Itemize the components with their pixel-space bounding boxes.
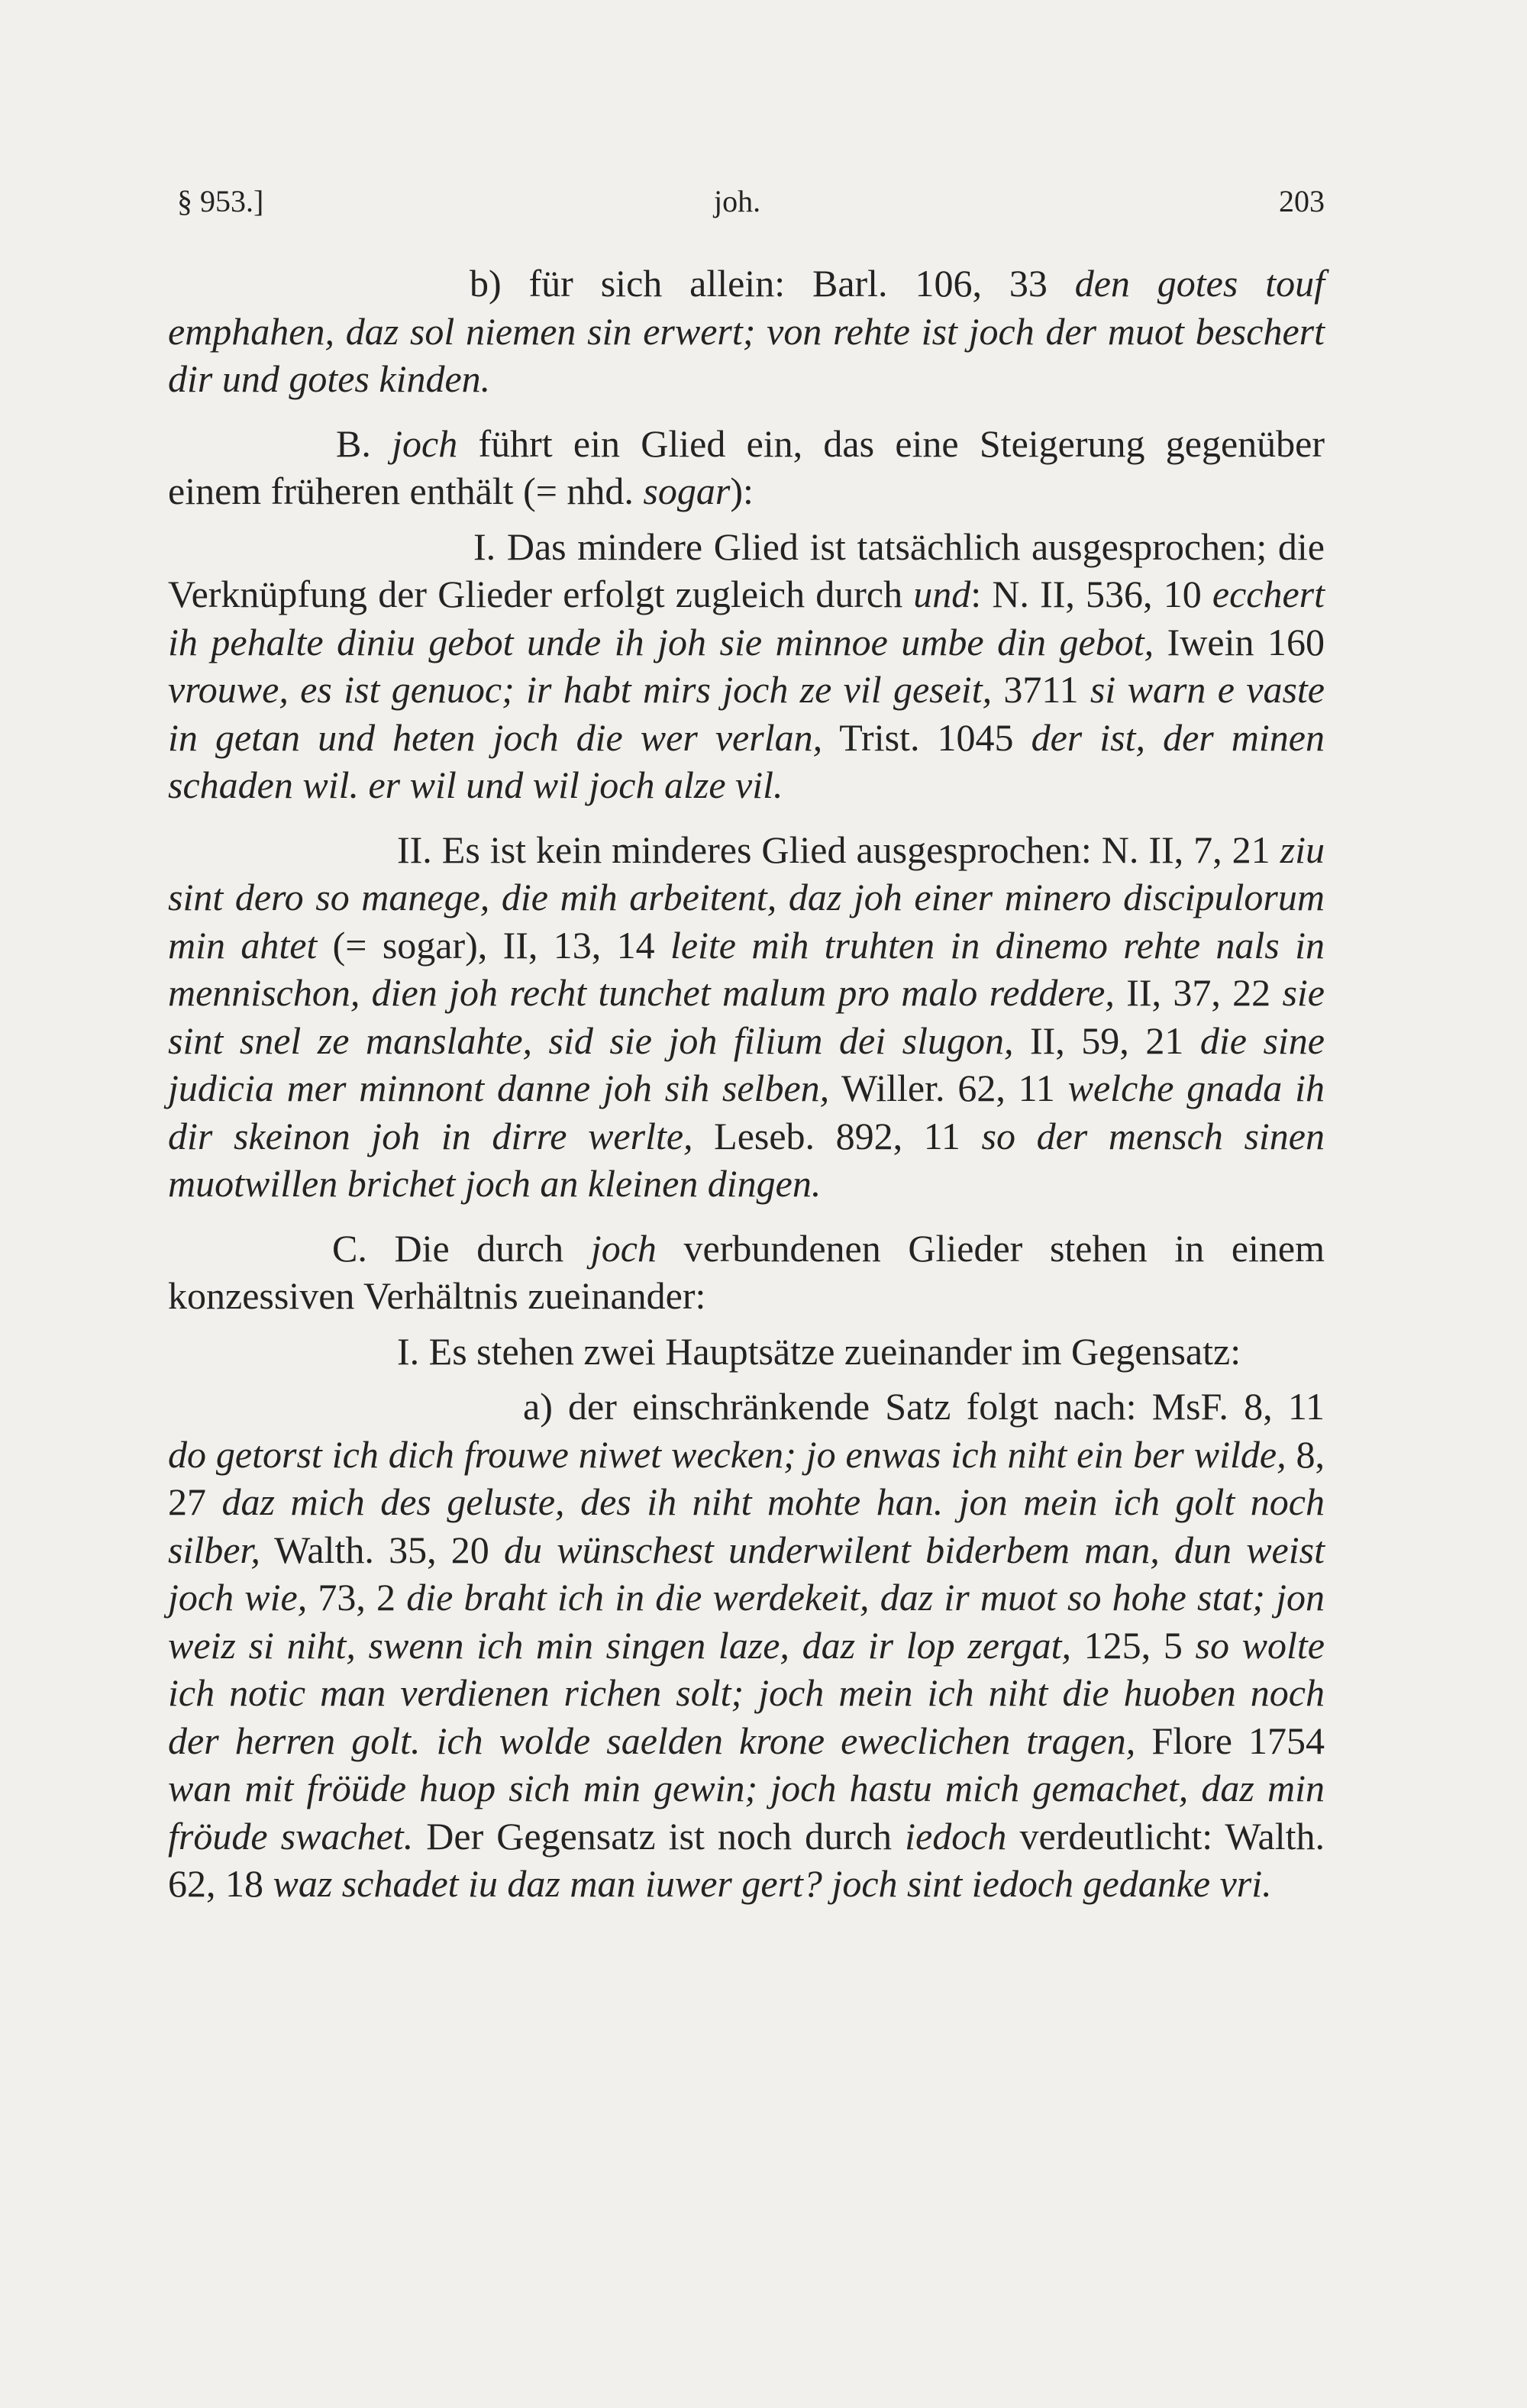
quotation-segment: so der mensch sinen muotwillen brichet joch an kleinen dingen. (168, 1114, 1325, 1205)
citation-segment: Leseb. 892, 11 (692, 1114, 982, 1157)
citation-segment: verdeutlicht: Walth. 62, 18 (168, 1814, 1325, 1905)
text-segment: a) der einschränkende Satz folgt nach: MsF. 8, 11 (523, 1385, 1325, 1428)
text-segment: I. Das mindere Glied ist tatsächlich ausgesprochen; die Verknüpfung der Glieder erfolgt zugleich durch (168, 525, 1325, 615)
running-header (168, 183, 1325, 229)
text-segment: II. Es ist kein minderes Glied ausgesprochen: N. II, 7, 21 (397, 828, 1280, 871)
citation-segment: 73, 2 (307, 1576, 407, 1619)
citation-segment: Walth. 35, 20 (260, 1528, 505, 1571)
text-segment: b) für sich allein: Barl. 106, 33 (470, 262, 1075, 305)
quotation-segment: so wolte ich notic man verdienen richen solt; joch mein ich niht die huoben noch der herren golt. ich wolde saelden krone eweclichen tragen, (168, 1623, 1325, 1762)
text-segment: verbundenen Glieder stehen in einem konzessiven Verhältnis zueinander: (168, 1226, 1325, 1317)
quotation-segment: wan mit fröüde huop sich min gewin; joch hastu mich gemachet, daz min fröude swachet. (168, 1767, 1325, 1858)
text-segment: Der Gegensatz ist noch durch (413, 1814, 906, 1858)
quotation-segment: ziu sint dero so manege, die mih arbeitent, daz joh einer minero discipulorum min ahtet (168, 828, 1325, 967)
page-body (168, 260, 1325, 1908)
paragraph-a-einschraenkender-satz (168, 1383, 1325, 1908)
keyword-segment: und (913, 573, 971, 615)
quotation-segment: die sine judicia mer minnont danne joh sih selben, (168, 1018, 1325, 1109)
running-title: joh. (714, 184, 761, 218)
text-segment: ): (730, 470, 754, 512)
citation-segment: Trist. 1045 (822, 715, 1031, 759)
keyword-segment: joch (590, 1226, 657, 1270)
quotation-segment: do getorst ich dich frouwe niwet wecken; jo enwas ich niht ein ber wilde, (168, 1432, 1286, 1476)
quotation-segment: die braht ich in die werdekeit, daz ir muot so hohe stat; jon weiz si niht, swenn ich min singen laze, daz ir lop zergat, (168, 1576, 1325, 1667)
paragraph-II-kein-minderes-glied (168, 826, 1325, 1208)
citation-segment: Willer. 62, 11 (829, 1067, 1068, 1109)
quotation-segment: vrouwe, es ist genuoc; ir habt mirs joch ze vil geseit, (168, 668, 993, 711)
paragraph-B-steigerung (168, 420, 1325, 515)
citation-segment: 8, 27 (168, 1432, 1325, 1523)
keyword-segment: sogar (643, 470, 731, 512)
citation-segment: II, 59, 21 (1013, 1018, 1200, 1062)
citation-segment: (= sogar), II, 13, 14 (317, 923, 670, 967)
keyword-segment: joch (392, 421, 458, 465)
citation-segment: 125, 5 (1070, 1623, 1196, 1667)
section-reference: § 953.] (177, 184, 264, 218)
quotation-segment: du wünschest underwilent biderbem man, dun weist joch wie, (168, 1528, 1325, 1619)
page-number: 203 (1279, 184, 1325, 218)
citation-segment: II, 37, 22 (1114, 971, 1283, 1014)
text-segment: C. Die durch (332, 1226, 591, 1270)
citation-segment: 3711 (992, 668, 1090, 711)
keyword-segment: iedoch (905, 1814, 1007, 1858)
text-segment: I. Es stehen zwei Hauptsätze zueinander im Gegensatz: (397, 1329, 1241, 1373)
quotation-segment: der ist, der minen schaden wil. er wil und wil joch alze vil. (168, 715, 1325, 806)
paragraph-I-hauptsaetze (168, 1328, 1325, 1376)
citation-segment: : N. II, 536, 10 (970, 573, 1212, 615)
quotation-segment: leite mih truhten in dinemo rehte nals in mennischon, dien joh recht tunchet malum pro malo reddere, (168, 923, 1325, 1014)
quotation-segment: waz schadet iu daz man iuwer gert? joch sint iedoch gedanke vri. (273, 1862, 1272, 1905)
quotation-segment: ecchert ih pehalte diniu gebot unde ih joh sie minnoe umbe din gebot, (168, 573, 1325, 663)
citation-segment: Flore 1754 (1135, 1719, 1325, 1762)
text-segment: B. (336, 421, 392, 465)
text-segment: führt ein Glied ein, das eine Steigerung gegenüber einem früheren enthält (= nhd. (168, 421, 1325, 512)
quotation-segment: den gotes touf emphahen, daz sol niemen sin erwert; von rehte ist joch der muot beschert dir und gotes kinden. (168, 262, 1325, 400)
citation-segment: Iwein 160 (1154, 620, 1325, 663)
quotation-segment: daz mich des geluste, des ih niht mohte han. jon mein ich golt noch silber, (168, 1480, 1325, 1571)
quotation-segment: sie sint snel ze manslahte, sid sie joh filium dei slugon, (168, 971, 1325, 1062)
paragraph-C-konzessiv (168, 1225, 1325, 1320)
paragraph-b-fuer-sich-allein (168, 260, 1325, 403)
paragraph-I-mindere-glied (168, 523, 1325, 809)
quotation-segment: si warn e vaste in getan und heten joch die wer verlan, (168, 668, 1325, 759)
quotation-segment: welche gnada ih dir skeinon joh in dirre werlte, (168, 1067, 1325, 1157)
